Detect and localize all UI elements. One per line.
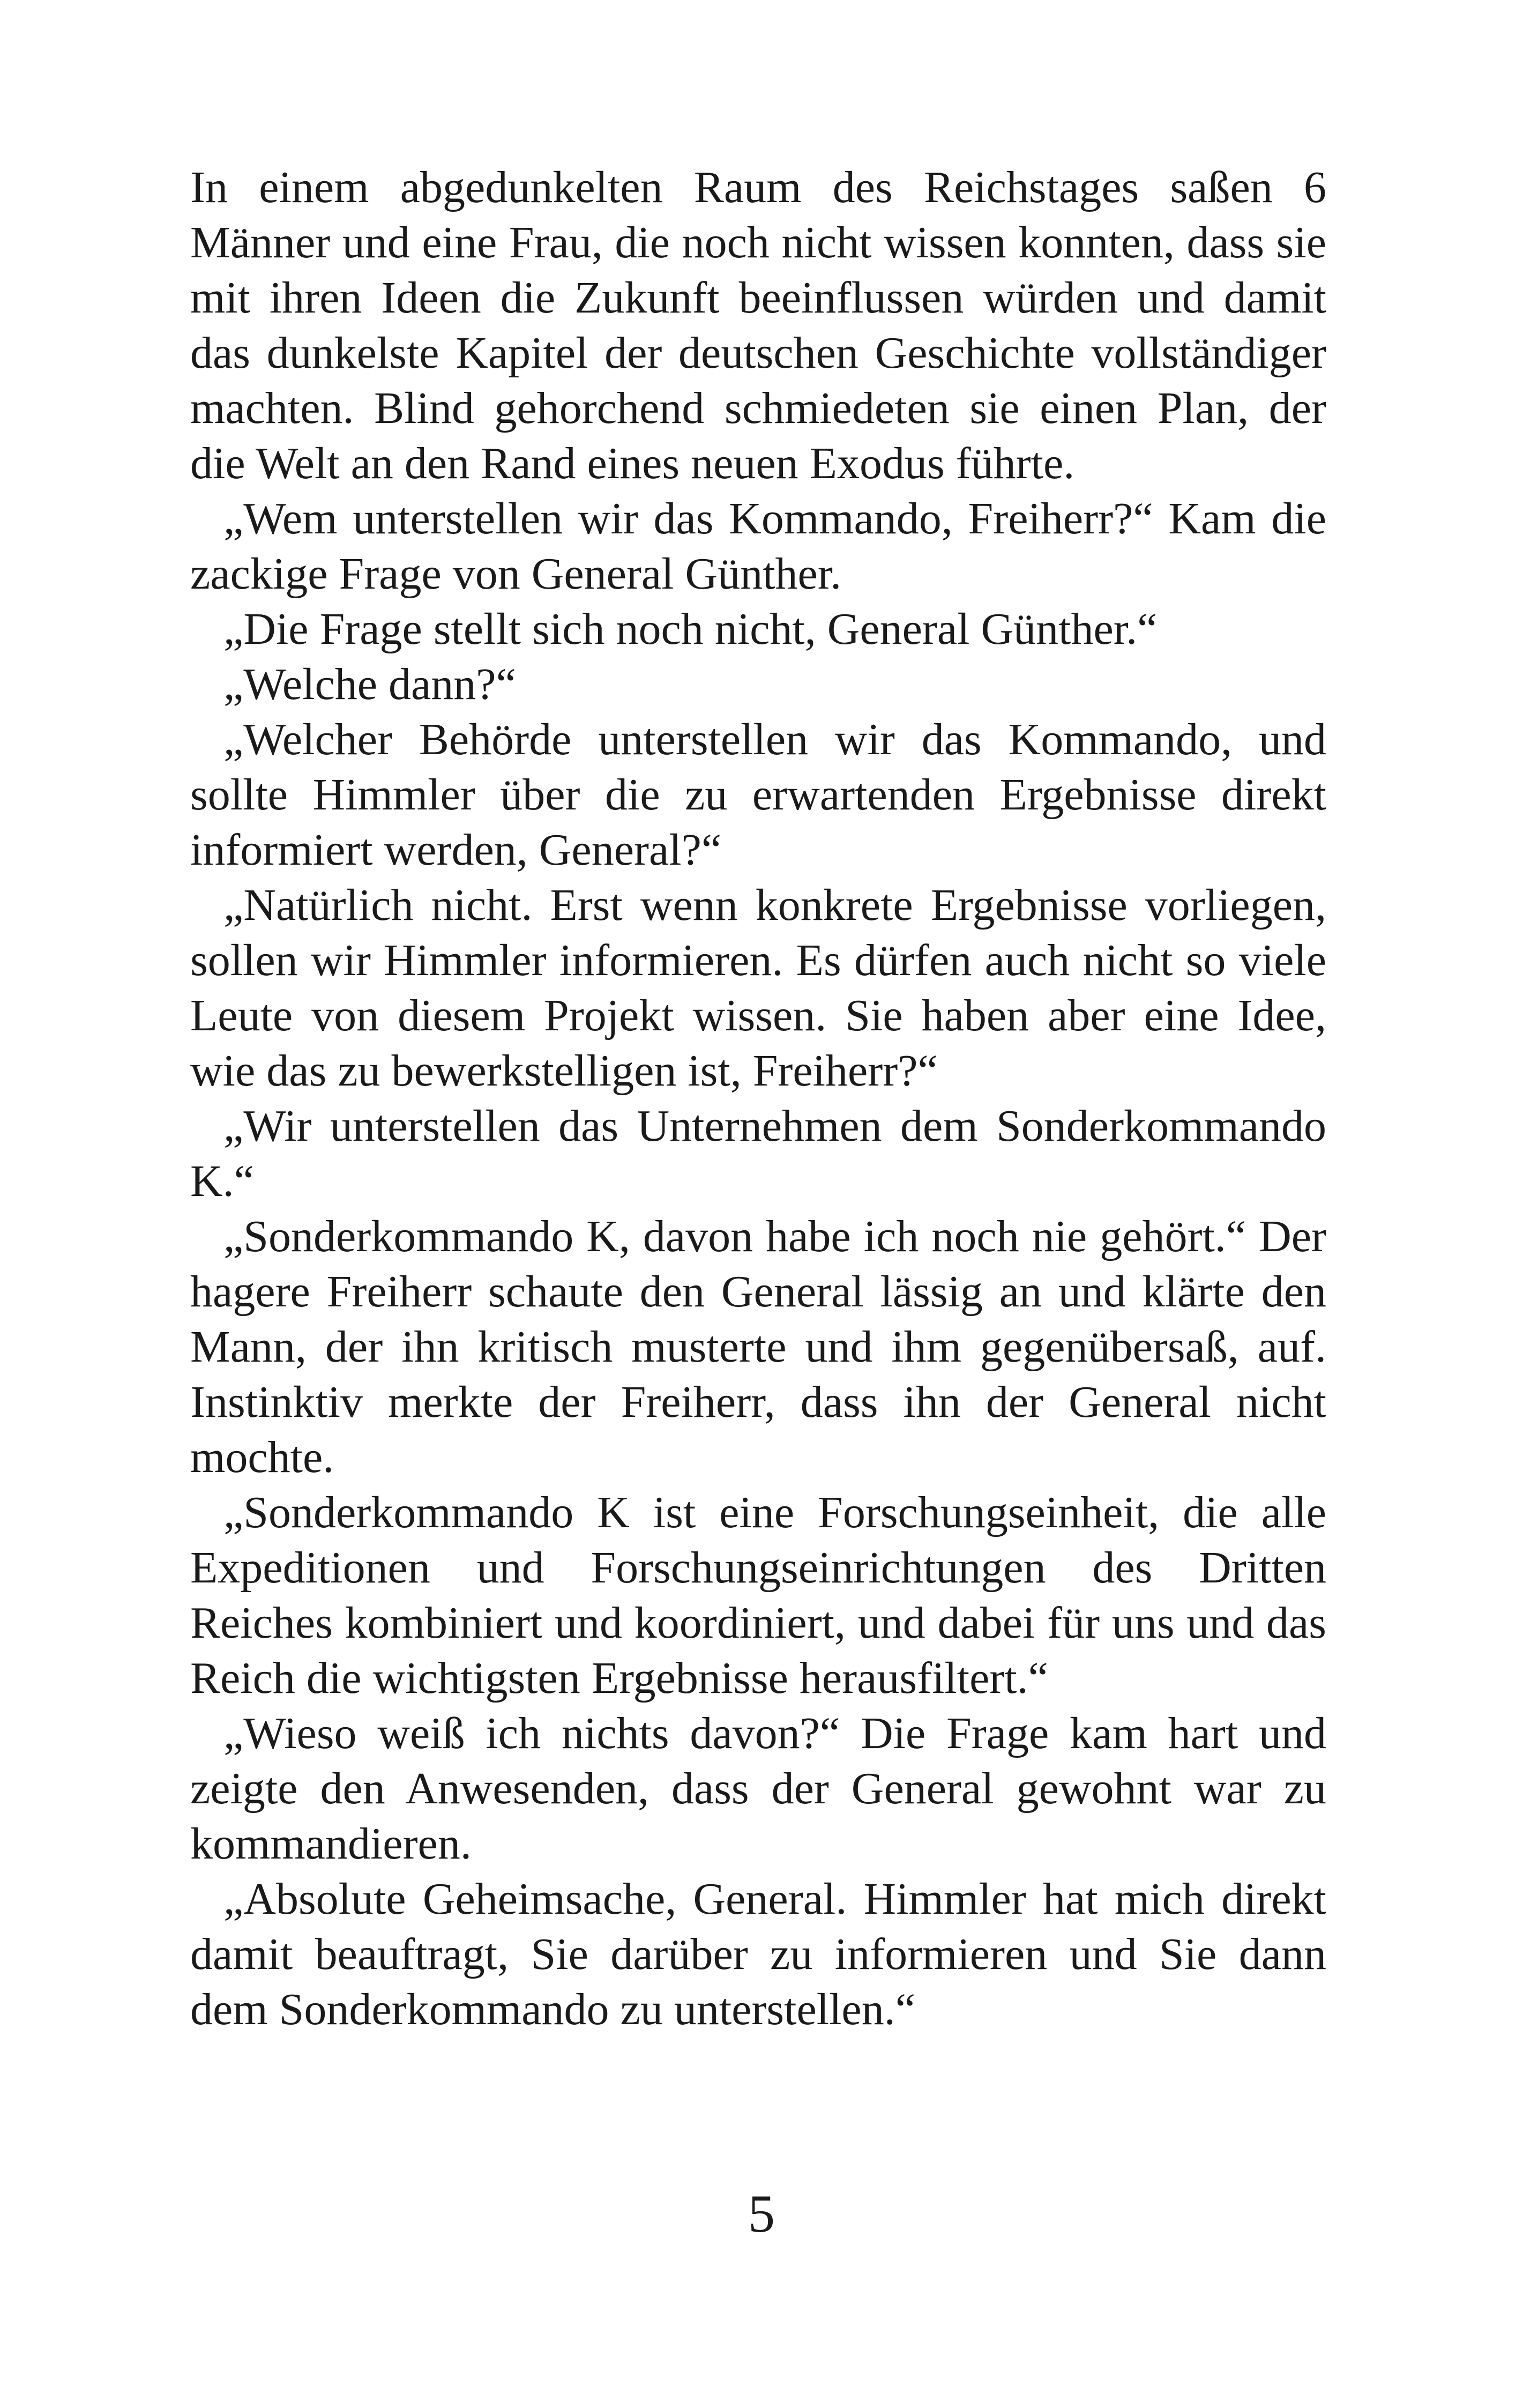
paragraph-9: „Sonderkommando K ist eine Forschungseinheit, die alle Expeditionen und Forschungseinrichtungen des Dritten Reiches kombiniert und koordiniert, und dabei für uns und das Reich die wichtigsten Ergebnisse herausfiltert.“: [190, 1488, 1326, 1703]
paragraph-11: „Absolute Geheimsache, General. Himmler hat mich direkt damit beauftragt, Sie darüber zu informieren und Sie dann dem Sonderkommando zu unterstellen.“: [190, 1874, 1326, 2034]
paragraph-5: „Welcher Behörde unterstellen wir das Kommando, und sollte Himmler über die zu erwartenden Ergebnisse direkt informiert werden, General?“: [190, 715, 1326, 875]
paragraph-8: „Sonderkommando K, davon habe ich noch nie gehört.“ Der hagere Freiherr schaute den General lässig an und klärte den Mann, der ihn kritisch musterte und ihm gegenübersaß, auf. Instinktiv merkte der Freiherr, dass ihn der General nicht mochte.: [190, 1212, 1326, 1482]
paragraph-7: „Wir unterstellen das Unternehmen dem Sonderkommando K.“: [190, 1101, 1326, 1206]
paragraph-10: „Wieso weiß ich nichts davon?“ Die Frage kam hart und zeigte den Anwesenden, dass der General gewohnt war zu kommandieren.: [190, 1708, 1326, 1869]
paragraph-4: „Welche dann?“: [223, 659, 516, 709]
page-number: 5: [748, 2184, 775, 2243]
paragraph-6: „Natürlich nicht. Erst wenn konkrete Ergebnisse vorliegen, sollen wir Himmler informieren. Es dürfen auch nicht so viele Leute von diesem Projekt wissen. Sie haben aber eine Idee, wie das zu bewerkstelligen ist, Freiherr?“: [190, 880, 1326, 1096]
page-body: [190, 160, 1326, 2037]
paragraph-3: „Die Frage stellt sich noch nicht, General Günther.“: [223, 604, 1158, 654]
paragraph-1: In einem abgedunkelten Raum des Reichstages saßen 6 Männer und eine Frau, die noch nicht wissen konnten, dass sie mit ihren Ideen die Zukunft beeinflussen würden und damit das dunkelste Kapitel der deutschen Geschichte vollständiger machten. Blind gehorchend schmiedeten sie einen Plan, der die Welt an den Rand eines neuen Exodus führte.: [190, 162, 1326, 488]
paragraph-2: „Wem unterstellen wir das Kommando, Freiherr?“ Kam die zackige Frage von General Günther.: [190, 494, 1326, 599]
